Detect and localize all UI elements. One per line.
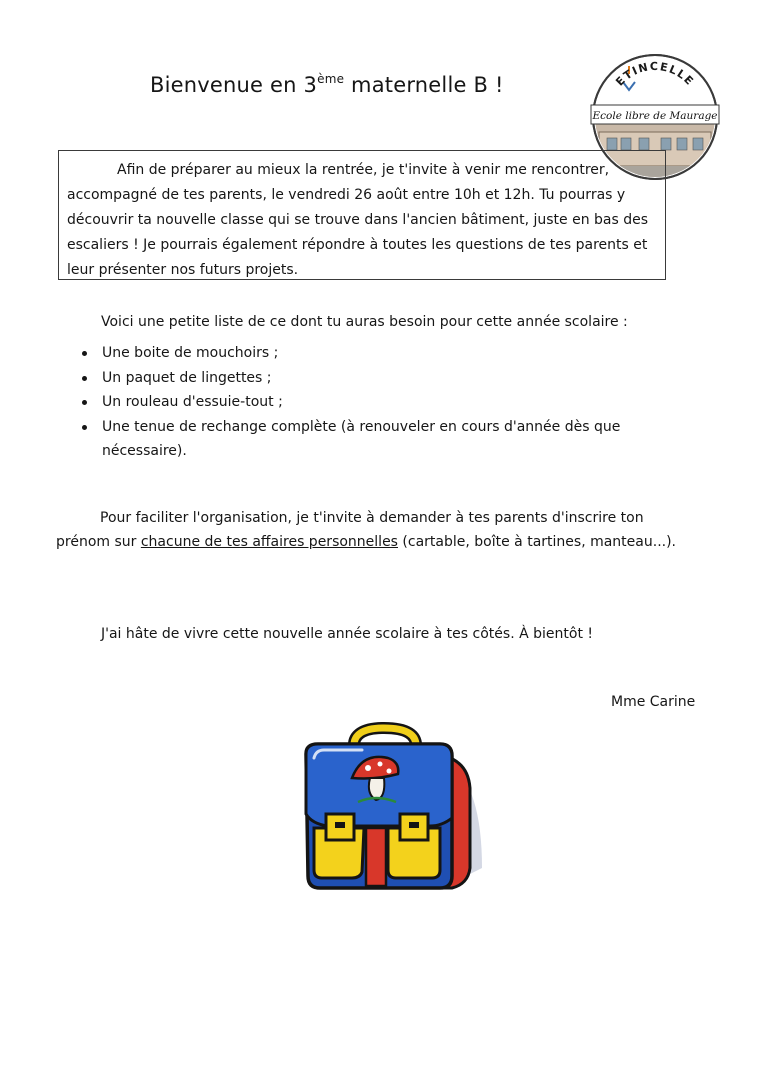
supplies-intro: Voici une petite liste de ce dont tu auras besoin pour cette année scolaire : (101, 314, 628, 330)
welcome-info-box (58, 150, 666, 280)
title-text: Bienvenue en 3 (150, 73, 318, 97)
organization-emphasis: chacune de tes affaires personnelles (140, 534, 398, 550)
organization-paragraph (56, 506, 696, 554)
list-item (80, 341, 680, 366)
bullet-icon (82, 351, 87, 356)
list-item-text: Un rouleau d'essuie-tout ; (102, 394, 283, 410)
page-title (150, 72, 504, 97)
supplies-list (80, 341, 680, 464)
school-bag-icon (292, 718, 492, 896)
organization-text: Pour faciliter l'organisation, je t'invite à demander à tes parents d'inscrire ton prénom sur (56, 510, 644, 550)
title-text-end: maternelle B ! (344, 73, 504, 97)
list-item-text: Une tenue de rechange complète (à renouveler en cours d'année dès que nécessaire). (102, 418, 621, 459)
welcome-info-text: Afin de préparer au mieux la rentrée, je t'invite à venir me rencontrer, accompagné de tes parents, le vendredi 26 août entre 10h et 12h. Tu pourras y découvrir ta nouvelle classe qui se trouve dans l'ancien bâtiment, juste en bas des escaliers ! Je pourrais également répondre à toutes les questions de tes parents et leur présenter nos futurs projets. (67, 162, 649, 278)
signature: Mme Carine (611, 694, 696, 710)
list-item (80, 366, 680, 391)
list-item-text: Un paquet de lingettes ; (102, 369, 272, 386)
list-item-text: Une boite de mouchoirs ; (102, 345, 279, 361)
title-superscript: ème (317, 72, 345, 86)
bullet-icon (82, 400, 87, 405)
bullet-icon (82, 425, 87, 430)
list-item (80, 415, 680, 464)
logo-name: ETINCELLE (613, 59, 697, 89)
closing-sentence: J'ai hâte de vivre cette nouvelle année scolaire à tes côtés. À bientôt ! (101, 626, 593, 642)
bullet-icon (82, 376, 87, 381)
logo-school-name: Ecole libre de Maurage (592, 110, 718, 122)
organization-text-end: (cartable, boîte à tartines, manteau...). (397, 534, 677, 550)
list-item (80, 390, 680, 415)
